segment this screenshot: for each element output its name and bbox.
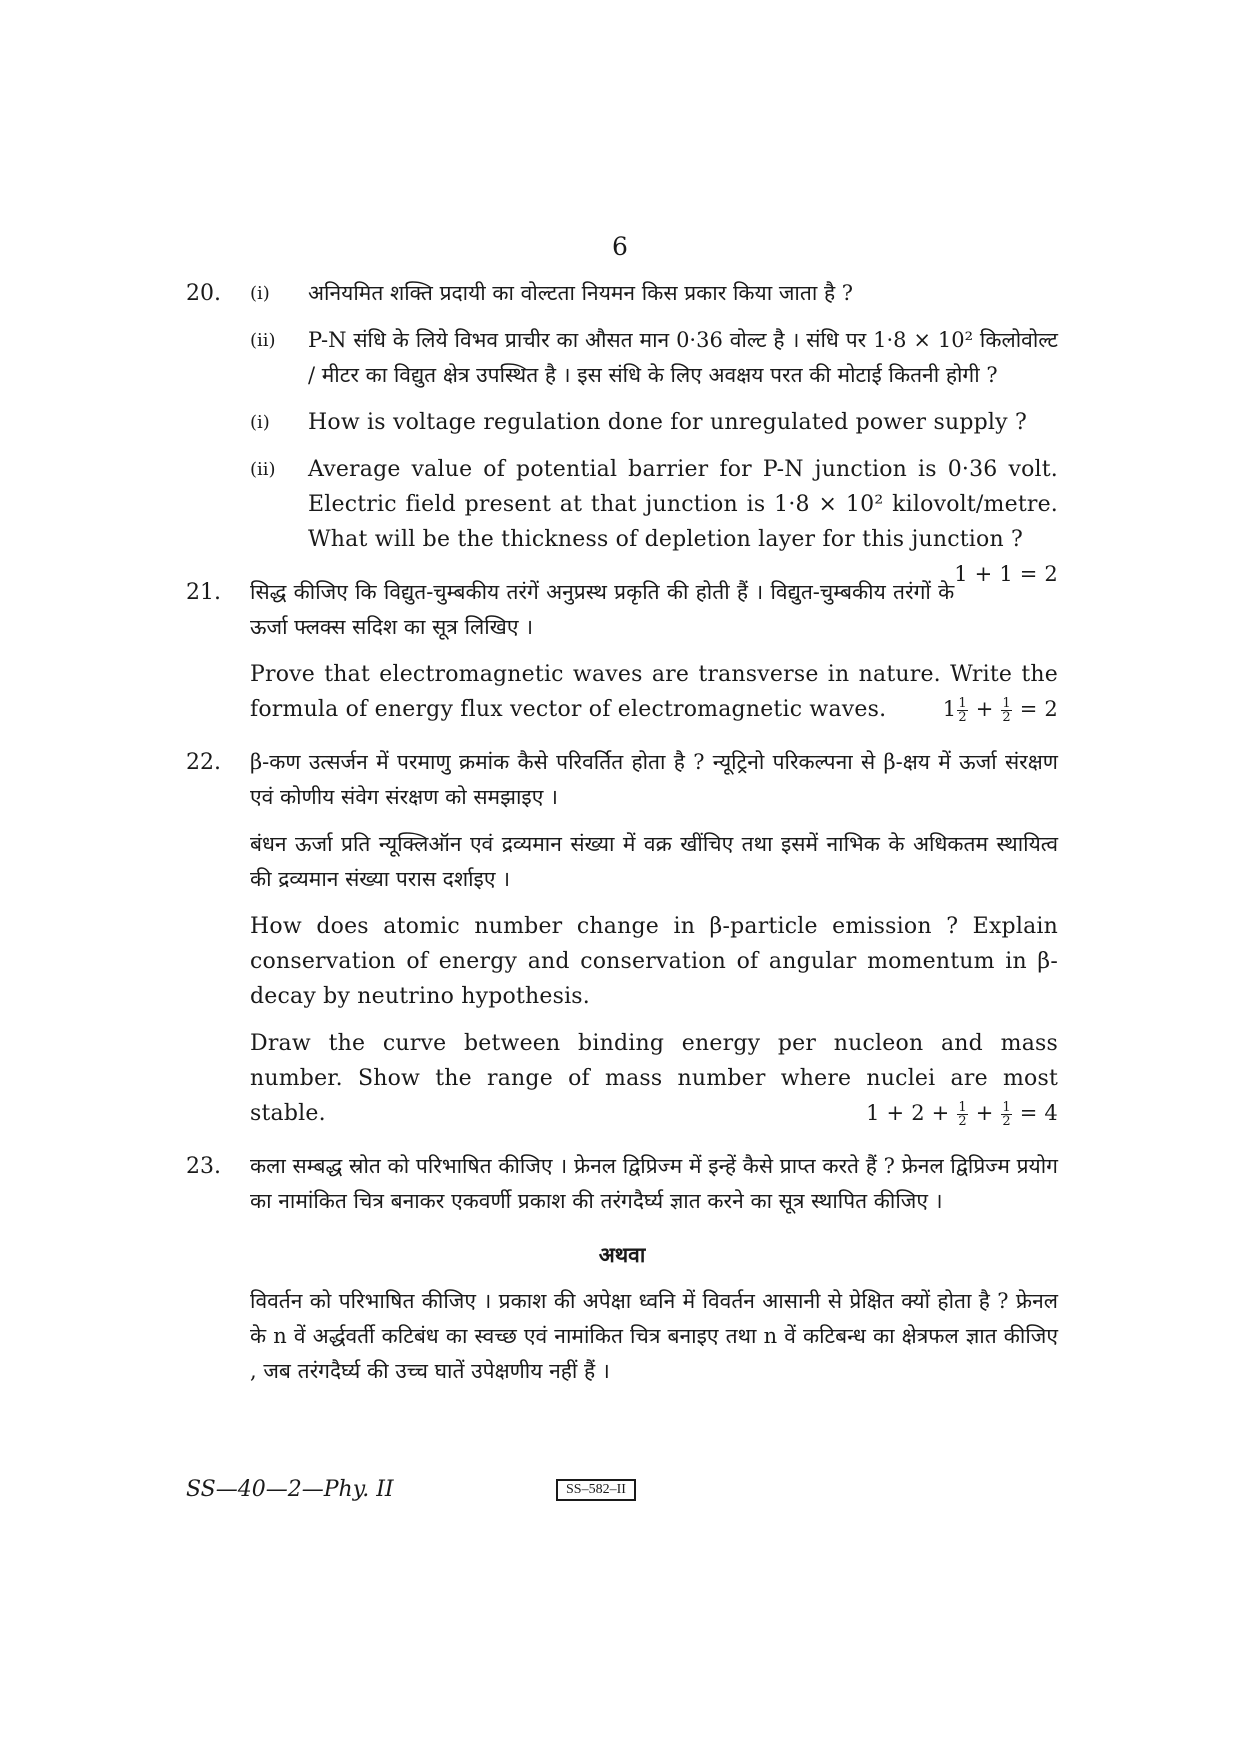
- item-text-body: Average value of potential barrier for P-N junction is 0·36 volt. Electric field present at that junction is 1·8 × 10² kilovolt/metre. What will be the thickness of depletion layer for this junction ?: [308, 457, 1058, 552]
- footer-paper-code: SS—40—2—Phy. II: [186, 1477, 394, 1502]
- fraction-half: [957, 697, 967, 724]
- question-22: [186, 745, 1058, 1131]
- question-20-hindi-i: [250, 276, 1058, 311]
- marks: 1 + 1 = 2: [954, 562, 1058, 586]
- marks: 1 $\frac{1}{2}$ + $\frac{1}{2}$ = 2: [942, 696, 1058, 725]
- marks: 1 + 2 + $\frac{1}{2}$ + $\frac{1}{2}$ = 4: [866, 1100, 1058, 1129]
- question-20-hindi-ii: [250, 323, 1058, 393]
- item-text: अनियमित शक्ति प्रदायी का वोल्टता नियमन किस प्रकार किया जाता है ?: [308, 281, 854, 305]
- or-heading: अथवा: [598, 1242, 646, 1267]
- question-22-hindi-2: बंधन ऊर्जा प्रति न्यूक्लिऑन एवं द्रव्यमान संख्या में वक्र खींचिए तथा इसमें नाभिक के अधिकतम स्थायित्व की द्रव्यमान संख्या परास दर्शाइए ।: [250, 832, 1058, 891]
- question-number: 22.: [186, 750, 221, 775]
- item-marker: (i): [250, 412, 270, 433]
- question-23-hindi-or: विवर्तन को परिभाषित कीजिए । प्रकाश की अपेक्षा ध्वनि में विवर्तन आसानी से प्रेक्षित क्यों होता है ? फ्रेनल के n वें अर्द्धवर्ती कटिबंध का स्वच्छ एवं नामांकित चित्र बनाइए तथा n वें कटिबन्ध का क्षेत्रफल ज्ञात कीजिए , जब तरंगदैर्घ्य की उच्च घातें उपेक्षणीय नहीं हैं ।: [250, 1289, 1058, 1383]
- fraction-numerator: 1: [958, 696, 967, 711]
- question-list: [186, 276, 1058, 1407]
- question-23-alternative: [186, 1284, 1058, 1389]
- marks-prefix: 1 + 2 +: [866, 1101, 950, 1125]
- question-number: 21.: [186, 580, 221, 605]
- question-23-hindi: कला सम्बद्ध स्रोत को परिभाषित कीजिए । फ्रेनल द्विप्रिज्म में इन्हें कैसे प्राप्त करते हैं ? फ्रेनल द्विप्रिज्म प्रयोग का नामांकित चित्र बनाकर एकवर्णी प्रकाश की तरंगदैर्घ्य ज्ञात करने का सूत्र स्थापित कीजिए ।: [250, 1154, 1058, 1213]
- fraction-half: [1001, 697, 1011, 724]
- marks-suffix: = 4: [1019, 1101, 1058, 1125]
- question-22-hindi-1: β-कण उत्सर्जन में परमाणु क्रमांक कैसे परिवर्तित होता है ? न्यूट्रिनो परिकल्पना से β-क्षय में ऊर्जा संरक्षण एवं कोणीय संवेग संरक्षण को समझाइए ।: [250, 750, 1058, 809]
- question-23: [186, 1149, 1058, 1219]
- item-text: [308, 452, 1058, 586]
- fraction-denominator: 2: [1002, 710, 1011, 725]
- marks-prefix: 1: [942, 697, 957, 721]
- question-21-hindi: सिद्ध कीजिए कि विद्युत-चुम्बकीय तरंगें अनुप्रस्थ प्रकृति की होती हैं । विद्युत-चुम्बकीय तरंगों के ऊर्जा फ्लक्स सदिश का सूत्र लिखिए ।: [250, 580, 955, 639]
- item-text: How is voltage regulation done for unregulated power supply ?: [308, 410, 1027, 435]
- question-number: 23.: [186, 1154, 221, 1179]
- question-20-english-i: [250, 405, 1058, 440]
- question-22-english-1: How does atomic number change in β-particle emission ? Explain conservation of energy and conservation of angular momentum in β-decay by neutrino hypothesis.: [250, 914, 1058, 1009]
- item-text: P-N संधि के लिये विभव प्राचीर का औसत मान 0·36 वोल्ट है । संधि पर 1·8 × 10² किलोवोल्ट / मीटर का विद्युत क्षेत्र उपस्थित है । इस संधि के लिए अवक्षय परत की मोटाई कितनी होगी ?: [308, 328, 1058, 387]
- question-number: 20.: [186, 281, 221, 306]
- fraction-numerator: 1: [1002, 696, 1011, 711]
- item-marker: (i): [250, 283, 270, 304]
- item-marker: (ii): [250, 459, 276, 480]
- marks-suffix: = 2: [1019, 697, 1058, 721]
- question-22-english-2-text: Draw the curve between binding energy per nucleon and mass number. Show the range of mass number where nuclei are most stable.: [250, 1031, 1058, 1126]
- fraction-denominator: 2: [958, 1114, 967, 1129]
- question-21: [186, 575, 1058, 727]
- footer-series-code: SS–582–II: [556, 1479, 636, 1501]
- fraction-numerator: 1: [1002, 1100, 1011, 1115]
- fraction-numerator: 1: [958, 1100, 967, 1115]
- question-20-english-ii: [250, 452, 1058, 586]
- question-21-english: [250, 657, 1058, 727]
- page-number: 6: [612, 232, 628, 261]
- question-20: [186, 276, 1058, 586]
- question-21-english-text: Prove that electromagnetic waves are transverse in nature. Write the formula of energy flux vector of electromagnetic waves.: [250, 662, 1058, 722]
- fraction-half: [957, 1101, 967, 1128]
- fraction-half: [1001, 1101, 1011, 1128]
- question-22-english-2: [250, 1026, 1058, 1131]
- fraction-denominator: 2: [958, 710, 967, 725]
- fraction-denominator: 2: [1002, 1114, 1011, 1129]
- item-marker: (ii): [250, 330, 276, 351]
